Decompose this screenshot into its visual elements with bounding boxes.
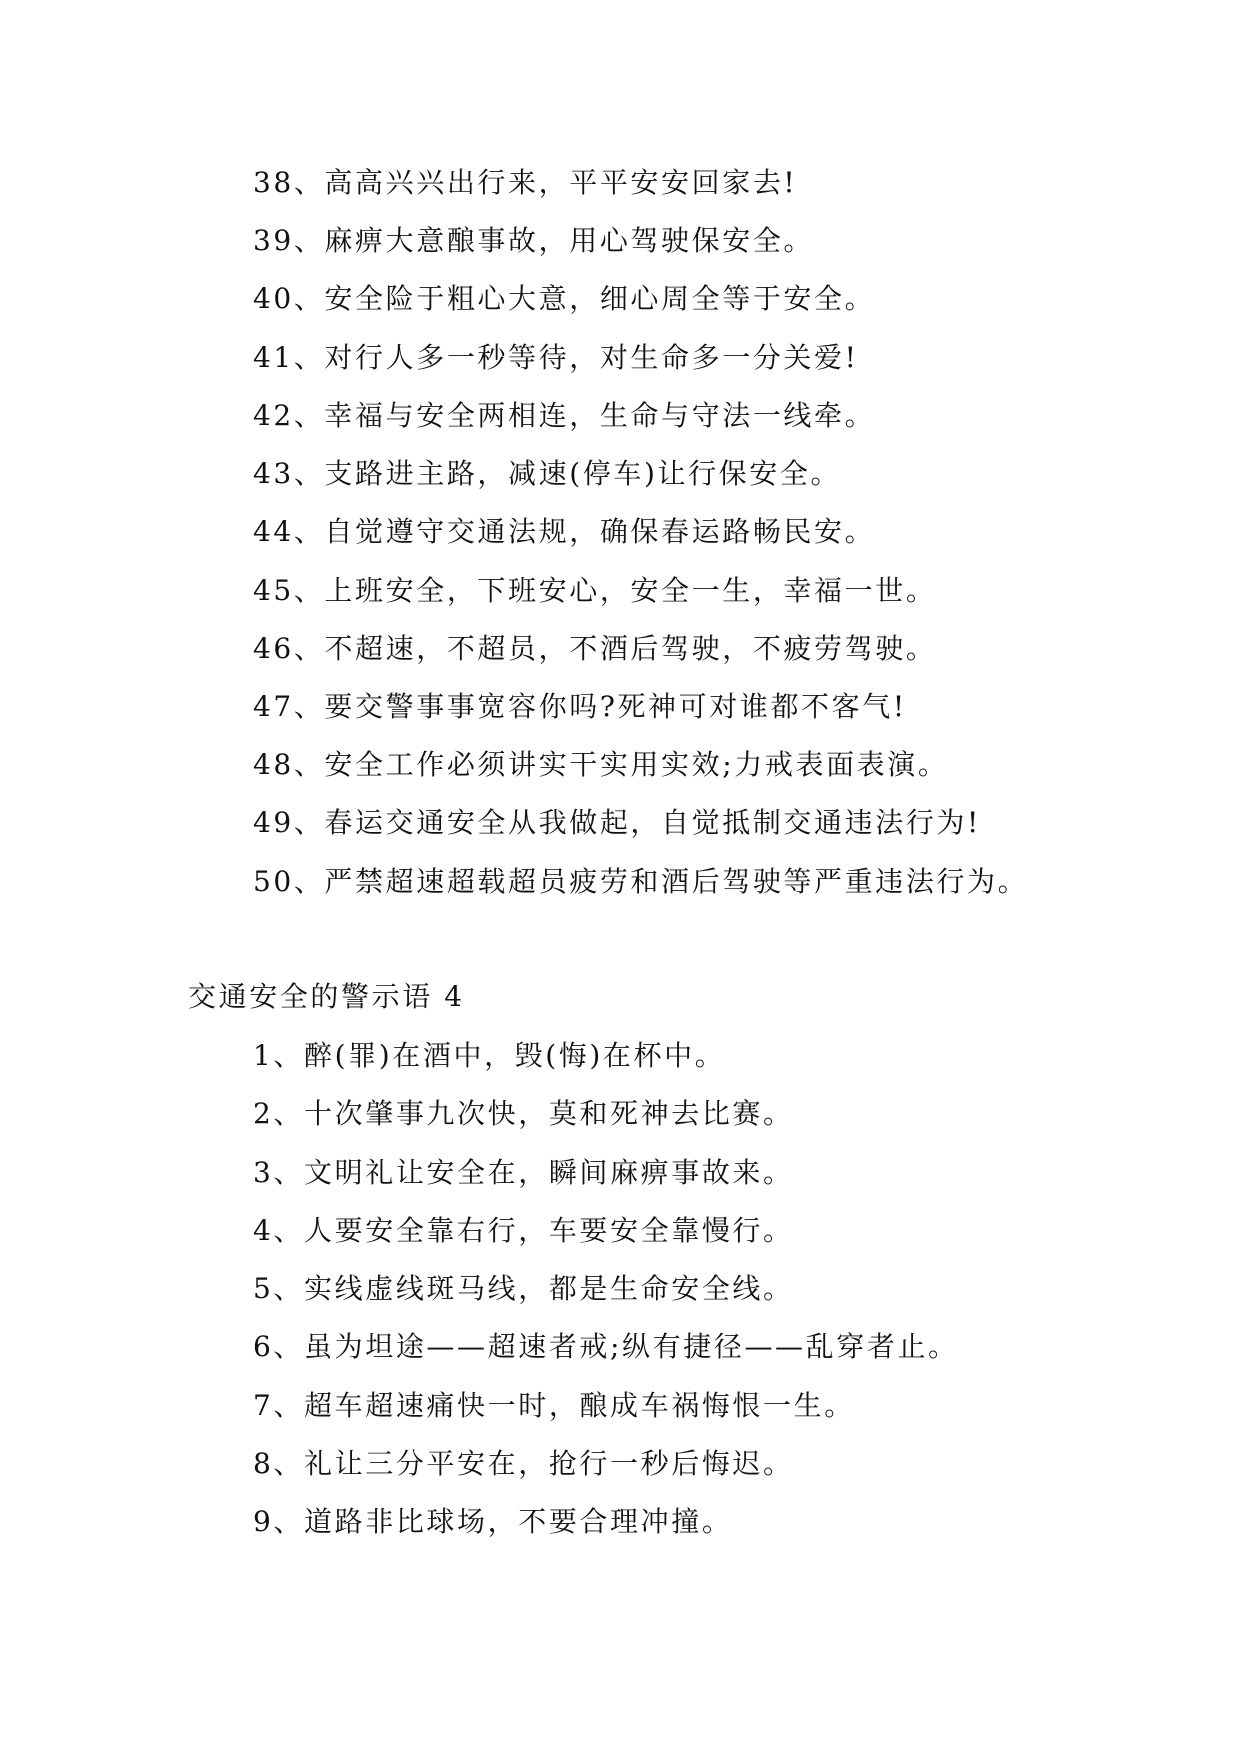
list-item: 48、安全工作必须讲实干实用实效;力戒表面表演。 xyxy=(253,748,949,781)
list-item: 41、对行人多一秒等待，对生命多一分关爱! xyxy=(253,341,859,374)
list-item: 43、支路进主路，减速(停车)让行保安全。 xyxy=(253,457,842,490)
list-item: 50、严禁超速超载超员疲劳和酒后驾驶等严重违法行为。 xyxy=(253,865,1029,898)
list-item: 46、不超速，不超员，不酒后驾驶，不疲劳驾驶。 xyxy=(253,632,937,665)
list-item: 9、道路非比球场，不要合理冲撞。 xyxy=(253,1505,733,1538)
list-item: 7、超车超速痛快一时，酿成车祸悔恨一生。 xyxy=(253,1389,855,1422)
list-item: 8、礼让三分平安在，抢行一秒后悔迟。 xyxy=(253,1447,794,1480)
list-item: 2、十次肇事九次快，莫和死神去比赛。 xyxy=(253,1097,794,1130)
list-item: 39、麻痹大意酿事故，用心驾驶保安全。 xyxy=(253,224,815,257)
list-item: 4、人要安全靠右行，车要安全靠慢行。 xyxy=(253,1214,794,1247)
list-item: 38、高高兴兴出行来，平平安安回家去! xyxy=(253,166,798,199)
list-item: 1、醉(罪)在酒中，毁(悔)在杯中。 xyxy=(253,1039,726,1072)
list-item: 44、自觉遵守交通法规，确保春运路畅民安。 xyxy=(253,515,876,548)
list-item: 5、实线虚线斑马线，都是生命安全线。 xyxy=(253,1272,794,1305)
list-item: 49、春运交通安全从我做起，自觉抵制交通违法行为! xyxy=(253,806,981,839)
list-item: 6、虽为坦途——超速者戒;纵有捷径——乱穿者止。 xyxy=(253,1330,959,1363)
list-item: 3、文明礼让安全在，瞬间麻痹事故来。 xyxy=(253,1156,794,1189)
list-item: 45、上班安全，下班安心，安全一生，幸福一世。 xyxy=(253,574,937,607)
section-heading: 交通安全的警示语 4 xyxy=(188,980,465,1013)
list-item: 40、安全险于粗心大意，细心周全等于安全。 xyxy=(253,282,876,315)
list-item: 42、幸福与安全两相连，生命与守法一线牵。 xyxy=(253,399,876,432)
list-item: 47、要交警事事宽容你吗?死神可对谁都不客气! xyxy=(253,690,907,723)
